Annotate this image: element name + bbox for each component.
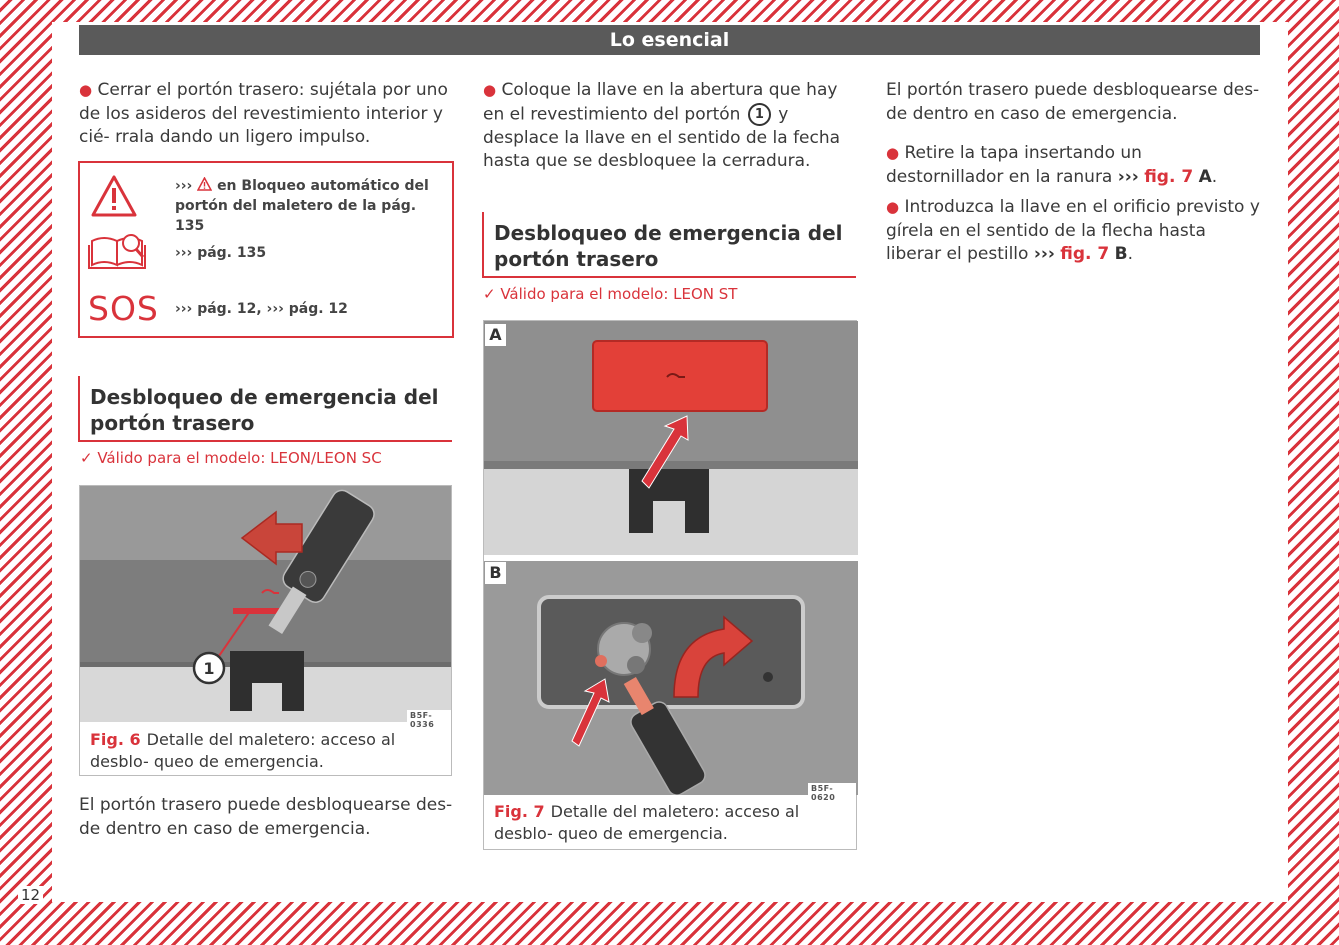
- page-header: [79, 25, 1260, 55]
- figure-6-image: [80, 486, 451, 722]
- figure-7-code: B5F-0620: [808, 783, 856, 803]
- manual-magnifier-icon: [88, 231, 148, 269]
- warning-triangle-icon: [90, 174, 138, 218]
- col3-bullet2: ● Introduzca la llave en el orificio previsto y gírela en el sentido de la flecha hasta liberar el pestillo ››› fig. 7 B.: [886, 197, 1260, 264]
- figure-6: [79, 485, 452, 776]
- valid-for-leon-st: ✓ Válido para el modelo: LEON ST: [483, 285, 738, 303]
- warning-row-3[interactable]: ››› pág. 12, ››› pág. 12: [175, 301, 348, 317]
- figure-6-caption: Fig. 6 Detalle del maletero: acceso al desblo- queo de emergencia.: [90, 730, 396, 771]
- figure-6-callout: 1: [203, 659, 215, 678]
- col2-bullet1: ● Coloque la llave en la abertura que hay en el revestimiento del portón 1 y desplace la llave en el sentido de la fecha hasta que se desbloquee la cerradura.: [483, 80, 841, 171]
- valid-for-leon: ✓ Válido para el modelo: LEON/LEON SC: [80, 449, 382, 467]
- bullet-dot: ●: [483, 81, 497, 99]
- bullet-dot: ●: [79, 81, 93, 99]
- figure-6-code: B5F-0336: [407, 710, 451, 730]
- col1-body: El portón trasero puede desbloquearse des- de dentro en caso de emergencia.: [79, 795, 453, 839]
- col3-bullet1: ● Retire la tapa insertando un destornillador en la ranura ››› fig. 7 A.: [886, 143, 1218, 187]
- figure-7: [483, 320, 857, 850]
- callout-1-icon: 1: [748, 103, 771, 126]
- figure-7-image: [484, 321, 858, 795]
- ref-arrows: ›››: [1033, 244, 1055, 264]
- panel-b-label: B: [485, 562, 506, 584]
- ref-arrows: ›››: [1117, 166, 1139, 187]
- col3-intro: El portón trasero puede desbloquearse des- de dentro en caso de emergencia.: [886, 80, 1260, 124]
- warning-box: [78, 161, 454, 338]
- bullet-dot: ●: [886, 198, 900, 216]
- fig-7-link[interactable]: fig. 7: [1060, 244, 1110, 264]
- header-title: Lo esencial: [609, 29, 730, 51]
- section-title-leon: Desbloqueo de emergencia del portón trasero: [78, 376, 452, 442]
- warning-row-2[interactable]: ››› pág. 135: [175, 245, 267, 261]
- bullet-dot: ●: [886, 144, 900, 162]
- figure-7-caption: Fig. 7 Detalle del maletero: acceso al desblo- queo de emergencia.: [494, 802, 800, 843]
- panel-a-label: A: [485, 324, 506, 346]
- page-number: 12: [18, 886, 43, 904]
- warning-row-1[interactable]: ››› en Bloqueo automático del portón del maletero de la pág. 135: [175, 178, 429, 234]
- fig-7-link[interactable]: fig. 7: [1144, 166, 1194, 187]
- col1-bullet1: ● Cerrar el portón trasero: sujétala por uno de los asideros del revestimiento interior y cié- rrala dando un ligero impulso.: [79, 80, 448, 147]
- sos-icon: SOS: [88, 289, 159, 328]
- section-title-leon-st: Desbloqueo de emergencia del portón trasero: [482, 212, 856, 278]
- small-warning-icon: [197, 177, 212, 191]
